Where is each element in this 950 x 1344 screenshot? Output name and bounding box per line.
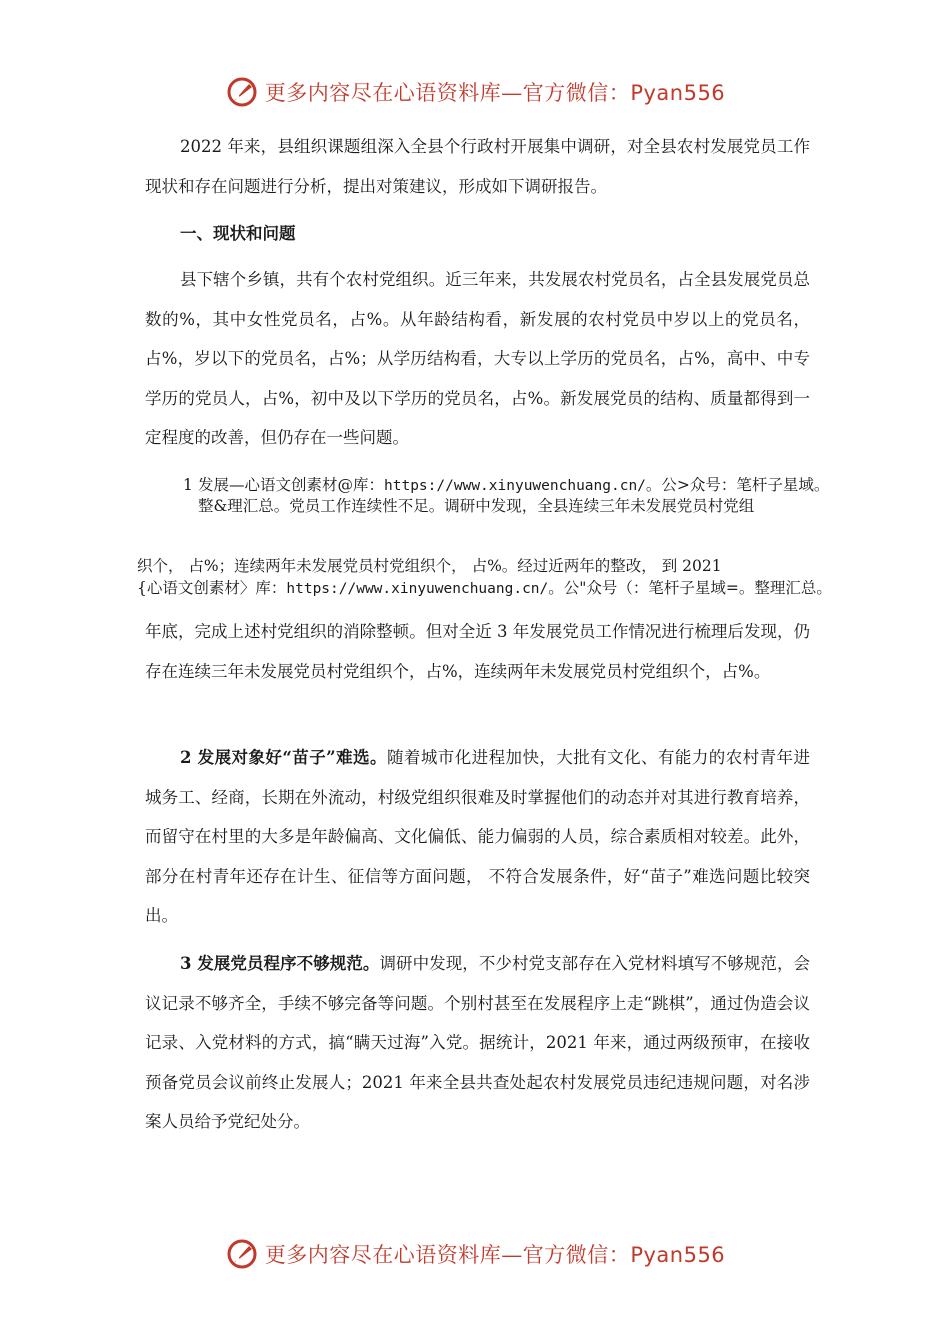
item3-body: 调研中发现，不少村党支部存在入党材料填写不够规范，会议记录不够齐全，手续不够完备等问题。个别村甚至在发展程序上走“跳棋”，通过伪造会议记录、入党材料的方式，搞“瞒天过海”入党。据统计，2021 年来，通过两级预审，在接收预备党员会议前终止发展人；2021 年来全县共查处起农村发展党员违纪违规问题，对名涉案人员给予党纪处分。 (145, 954, 810, 1131)
status-paragraph: 县下辖个乡镇，共有个农村党组织。近三年来，共发展农村党员名，占全县发展党员总数的%，其中女性党员名，占%。从年龄结构看，新发展的农村党员中岁以上的党员名，占%，岁以下的党员名，占%；从学历结构看，大专以上学历的党员名，占%，高中、中专学历的党员人，占%，初中及以下学历的党员名，占%。新发展党员的结构、质量都得到一定程度的改善，但仍存在一些问题。 (145, 270, 810, 447)
item1-url-a: https://www.xinyuwenchuang.cn/ (384, 478, 646, 494)
banner-text (265, 77, 725, 107)
item1-line-c-rest: 。公"众号（：笔杆子星域=。整理汇总。 (548, 579, 832, 597)
item1-number: 1 (183, 476, 193, 494)
item2-body: 随着城市化进程加快，大批有文化、有能力的农村青年进城务工、经商，长期在外流动，村级党组织很难及时掌握他们的动态并对其进行教育培养，而留守在村里的大多是年龄偏高、文化偏低、能力偏弱的人员，综合素质相对较差。此外，部分在村青年还存在计生、征信等方面问题， 不符合发展条件，好“苗子”难选问题比较突出。 (145, 748, 810, 925)
item1-watermark-block-2 (137, 555, 857, 600)
quill-logo-icon (225, 1237, 259, 1271)
item1-watermark-block (183, 475, 833, 516)
banner-label: 更多内容尽在心语资料库—官方微信： (264, 1243, 631, 1267)
header-banner (0, 72, 950, 112)
intro-paragraph: 2022 年来，县组织课题组深入全县个行政村开展集中调研，对全县农村发展党员工作现状和存在问题进行分析，提出对策建议，形成如下调研报告。 (145, 137, 810, 196)
item1-line-b: 织个， 占%；连续两年未发展党员村党组织个， 占%。经过近两年的整改， 到 2021 (137, 557, 722, 575)
item2-paragraph (145, 738, 810, 936)
banner-wechat-id: Pyan556 (630, 81, 726, 105)
banner-wechat-id: Pyan556 (630, 1243, 726, 1267)
section-heading: 一、现状和问题 (180, 224, 296, 243)
item1-line-a (183, 475, 833, 516)
quill-logo-icon (225, 75, 259, 109)
banner-text (265, 1239, 725, 1269)
item1-line-c-text: {心语文创素材〉库： (137, 579, 287, 597)
item1-url-c: https://www.xinyuwenchuang.cn/ (286, 581, 549, 597)
item3-paragraph (145, 944, 810, 1142)
item1-paragraph: 年底，完成上述村党组织的消除整顿。但对全近 3 年发展党员工作情况进行梳理后发现，仍存在连续三年未发展党员村党组织个，占%，连续两年未发展党员村党组织个，占%。 (145, 622, 810, 681)
banner-label: 更多内容尽在心语资料库—官方微信： (264, 81, 631, 105)
item3-lead: 3 发展党员程序不够规范。 (180, 954, 380, 973)
footer-banner (0, 1234, 950, 1274)
item2-lead: 2 发展对象好“苗子”难选。 (180, 748, 387, 767)
item1-line-a-rest: 。公>众号：笔杆子星域。整&理汇总。党员工作连续性不足。调研中发现，全县连续三年未发展党员村党组 (198, 476, 830, 515)
item1-line-a-text: 发展—心语文创素材@库： (198, 476, 385, 494)
item1-line-c (137, 577, 857, 600)
